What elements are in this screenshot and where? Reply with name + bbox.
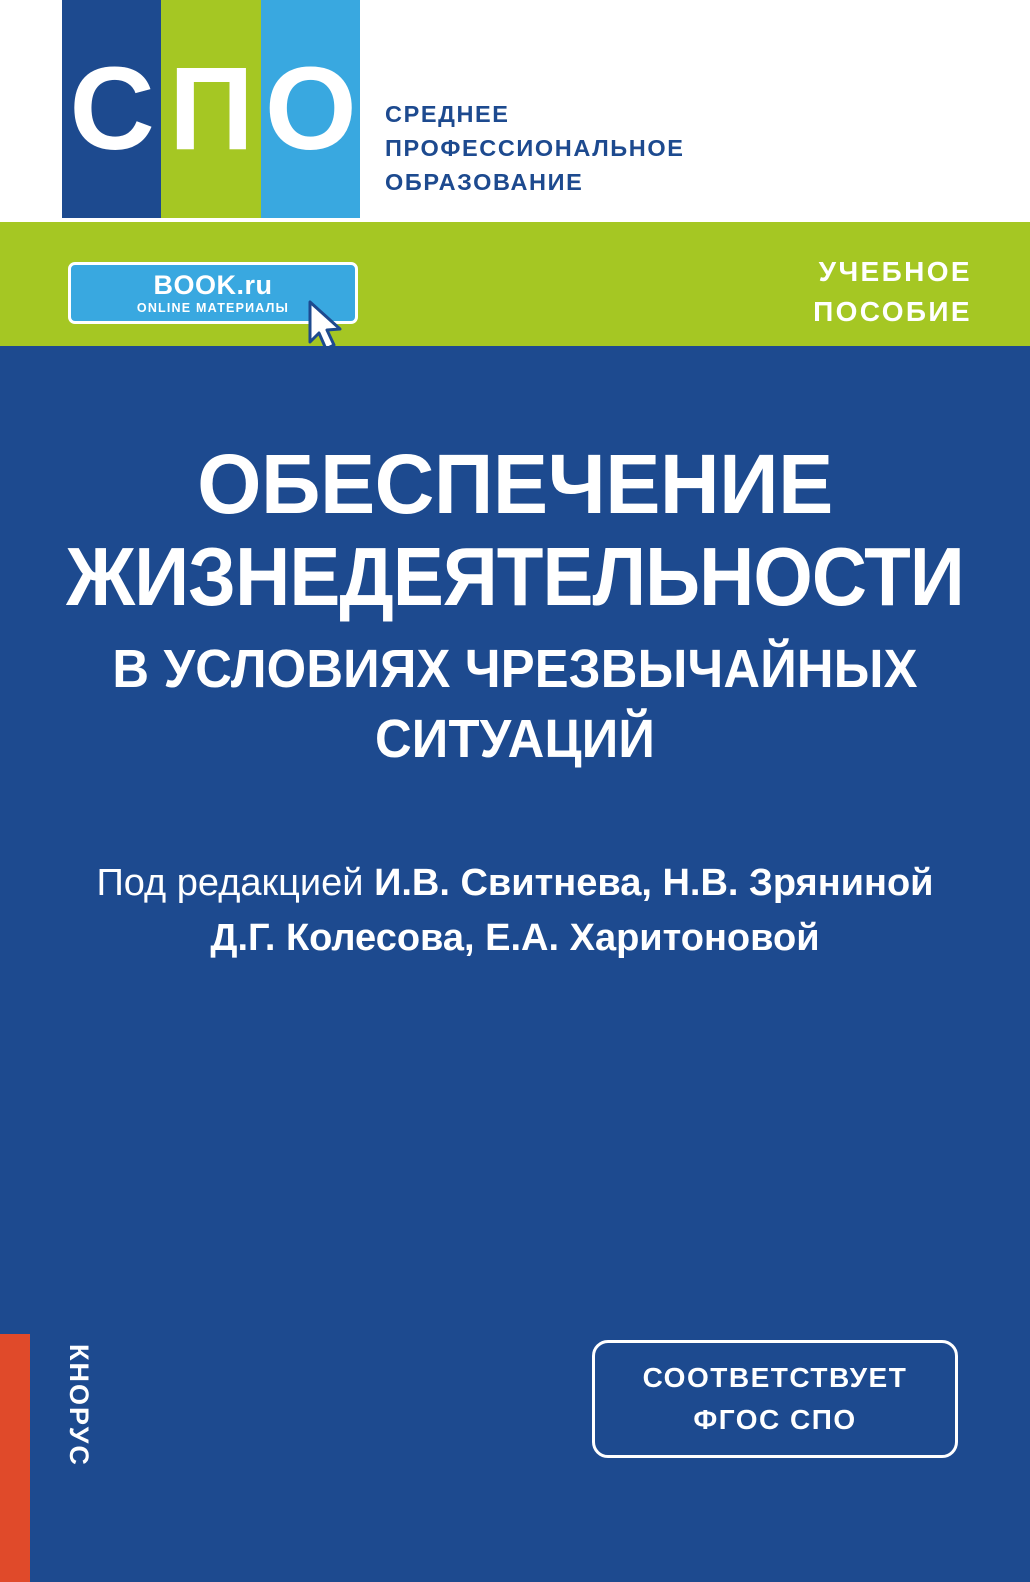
spine-accent-strip [0, 1334, 30, 1582]
book-title-line2: ЖИЗНЕДЕЯТЕЛЬНОСТИ [66, 529, 964, 623]
status-badge-line1: СООТВЕТСТВУЕТ [642, 1362, 908, 1393]
edition-type-line1: УЧЕБНОЕ [818, 256, 972, 287]
editors-lead: Под редакцией [96, 862, 375, 904]
cursor-icon [306, 300, 346, 352]
status-badge-line2: ФГОС СПО [693, 1404, 857, 1435]
editors-line1 [0, 856, 1030, 911]
promo-band [0, 222, 1030, 346]
editors-block [0, 856, 1030, 966]
series-name-line1: СРЕДНЕЕ [385, 101, 510, 127]
editors-names-line2: Д.Г. Колесова, Е.А. Харитоновой [210, 917, 820, 960]
series-logo-letter-p: П [161, 0, 260, 218]
series-logo-letter-o: О [261, 0, 360, 218]
edition-type [813, 252, 972, 332]
bookru-name: BOOK.ru [153, 270, 273, 300]
edition-type-line2: ПОСОБИЕ [813, 295, 972, 327]
status-badge [592, 1340, 958, 1458]
main-panel [0, 346, 1030, 1582]
header-band [0, 0, 1030, 222]
bookru-subtitle: ONLINE МАТЕРИАЛЫ [136, 301, 290, 315]
book-title-line3: В УСЛОВИЯХ ЧРЕЗВЫЧАЙНЫХ СИТУАЦИЙ [112, 638, 918, 769]
book-title-line1: ОБЕСПЕЧЕНИЕ [197, 437, 833, 531]
series-name-line3: ОБРАЗОВАНИЕ [385, 168, 584, 195]
series-name [385, 98, 685, 199]
series-name-line2: ПРОФЕССИОНАЛЬНОЕ [385, 134, 685, 161]
series-logo [62, 0, 360, 218]
editors-names-line1: И.В. Свитнева, Н.В. Зряниной [374, 862, 934, 904]
book-title [0, 437, 1030, 774]
publisher-name: КНОРУС [64, 1344, 94, 1467]
series-logo-letter-s: С [62, 0, 161, 218]
